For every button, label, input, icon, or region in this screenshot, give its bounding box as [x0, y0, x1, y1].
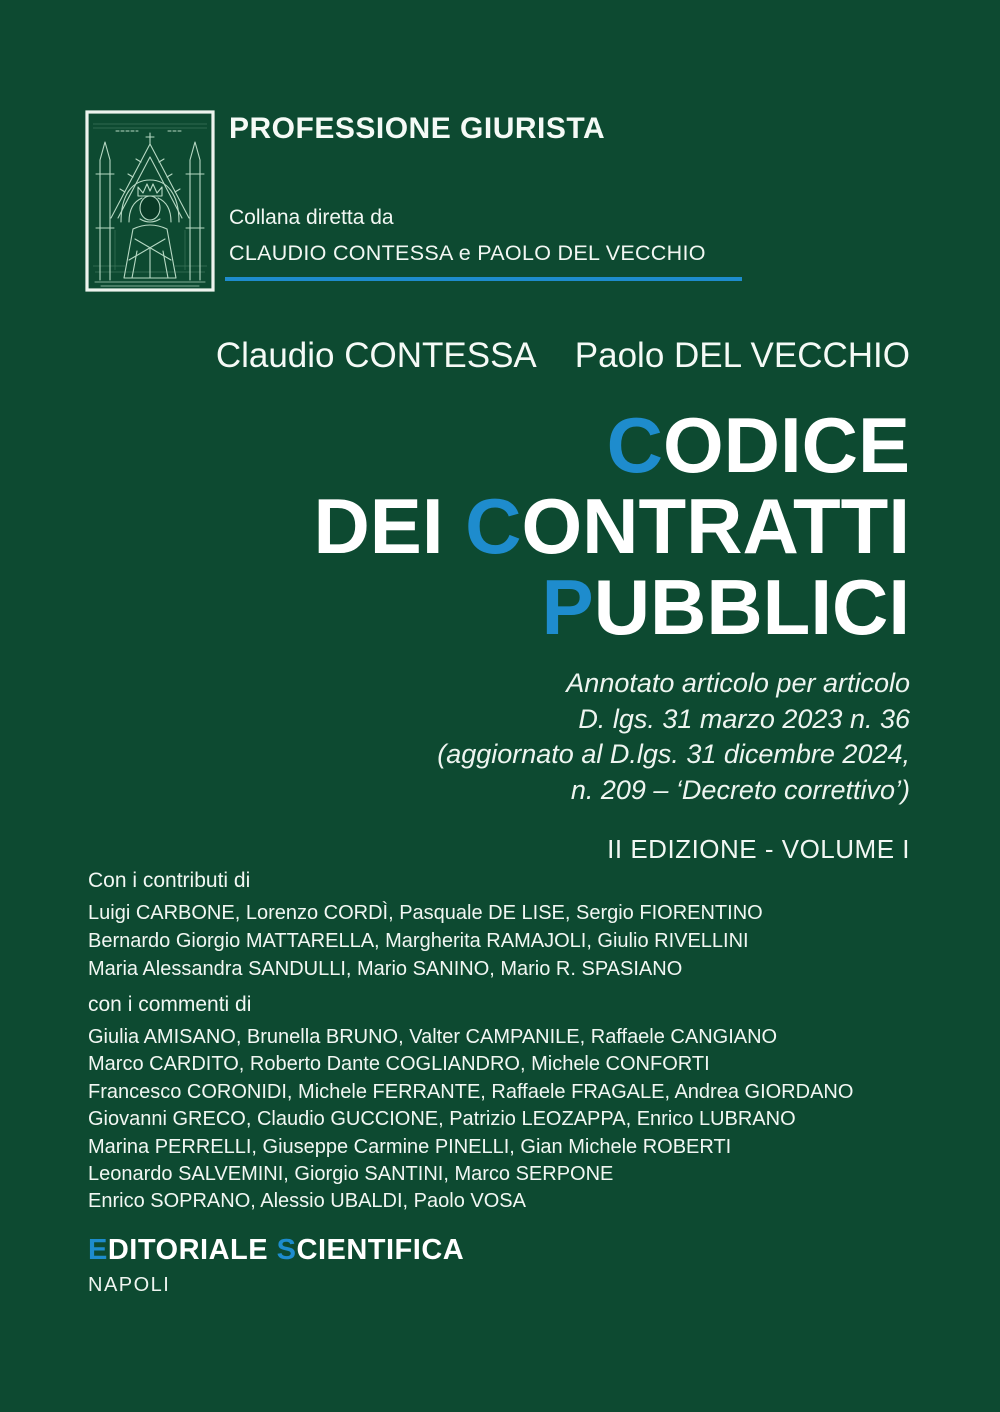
title-accent-letter: C: [465, 482, 522, 570]
comments-list: [88, 1024, 853, 1216]
title-text: ODICE: [662, 401, 910, 489]
book-title: [0, 401, 910, 651]
contributors-line: Luigi CARBONE, Lorenzo CORDÌ, Pasquale DE LISE, Sergio FIORENTINO: [88, 902, 763, 924]
subtitle-line-4: n. 209 – ‘Decreto correttivo’): [570, 774, 910, 805]
book-title-line-3: [0, 563, 910, 651]
book-subtitle: [0, 666, 910, 808]
authors-line: [0, 336, 910, 376]
author-2: Paolo DEL VECCHIO: [574, 336, 910, 375]
contributors-list: [88, 899, 763, 983]
series-directed-by-label: Collana diretta da: [229, 206, 394, 229]
publisher-text: DITORIALE: [107, 1234, 277, 1266]
publisher-city: NAPOLI: [88, 1274, 171, 1296]
comments-line: Leonardo SALVEMINI, Giorgio SANTINI, Marco SERPONE: [88, 1163, 614, 1186]
subtitle-line-3: (aggiornato al D.lgs. 31 dicembre 2024,: [437, 739, 910, 769]
contributors-line: Bernardo Giorgio MATTARELLA, Margherita RAMAJOLI, Giulio RIVELLINI: [88, 930, 749, 952]
title-accent-letter: P: [541, 563, 594, 651]
series-directors: CLAUDIO CONTESSA e PAOLO DEL VECCHIO: [229, 241, 706, 265]
title-text: DEI: [313, 482, 466, 570]
edition-volume: II EDIZIONE - VOLUME I: [607, 834, 910, 864]
contributors-label: Con i contributi di: [88, 869, 251, 892]
comments-line: Marco CARDITO, Roberto Dante COGLIANDRO, Michele CONFORTI: [88, 1053, 710, 1076]
comments-line: Giulia AMISANO, Brunella BRUNO, Valter CAMPANILE, Raffaele CANGIANO: [88, 1026, 778, 1048]
series-divider-rule: [225, 277, 742, 281]
author-1: Claudio CONTESSA: [215, 336, 537, 375]
publisher-accent-letter: S: [276, 1234, 297, 1266]
comments-line: Francesco CORONIDI, Michele FERRANTE, Raffaele FRAGALE, Andrea GIORDANO: [88, 1080, 854, 1103]
comments-label: con i commenti di: [88, 993, 252, 1016]
comments-line: Enrico SOPRANO, Alessio UBALDI, Paolo VOSA: [88, 1190, 526, 1213]
title-text: UBBLICI: [593, 563, 910, 651]
comments-line: Marina PERRELLI, Giuseppe Carmine PINELLI, Gian Michele ROBERTI: [88, 1135, 732, 1158]
publisher-accent-letter: E: [88, 1234, 108, 1266]
book-title-line-1: [0, 401, 910, 489]
comments-line: Giovanni GRECO, Claudio GUCCIONE, Patrizio LEOZAPPA, Enrico LUBRANO: [88, 1108, 796, 1131]
title-accent-letter: C: [606, 401, 663, 489]
book-title-line-2: [0, 482, 910, 570]
subtitle-line-2: D. lgs. 31 marzo 2023 n. 36: [578, 703, 910, 734]
crowned-king-engraving-icon: [85, 110, 215, 292]
publisher-name: [88, 1234, 464, 1267]
contributors-line: Maria Alessandra SANDULLI, Mario SANINO, Mario R. SPASIANO: [88, 958, 683, 980]
subtitle-line-1: Annotato articolo per articolo: [566, 668, 910, 698]
title-text: ONTRATTI: [521, 482, 910, 570]
crowned-king-emblem: [85, 110, 215, 292]
publisher-text: CIENTIFICA: [296, 1234, 465, 1266]
series-title: PROFESSIONE GIURISTA: [229, 112, 606, 145]
